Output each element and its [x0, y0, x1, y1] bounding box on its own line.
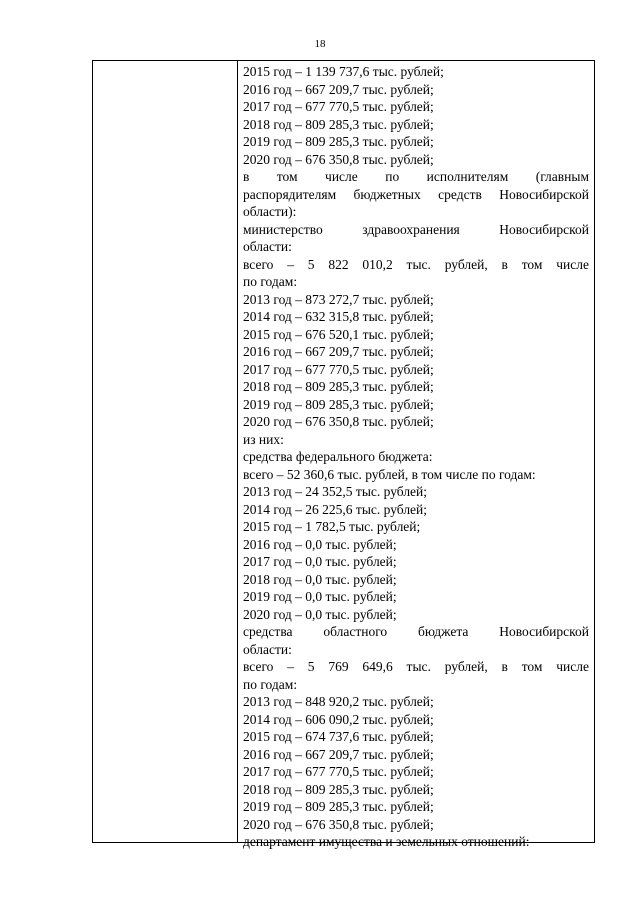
text-line: 2019 год – 809 285,3 тыс. рублей;: [243, 799, 434, 814]
text-line: области:: [243, 641, 292, 657]
text-line: всего – 52 360,6 тыс. рублей, в том числе по годам:: [243, 466, 536, 482]
text-line: 2018 год – 0,0 тыс. рублей;: [243, 571, 397, 587]
text-line: 2020 год – 0,0 тыс. рублей;: [243, 606, 397, 622]
text-line: 2014 год – 26 225,6 тыс. рублей;: [243, 501, 428, 517]
text-line: в том числе по исполнителям (главным: [243, 169, 589, 184]
text-line: 2018 год – 809 285,3 тыс. рублей;: [243, 781, 434, 797]
text-line: 2018 год – 809 285,3 тыс. рублей;: [243, 116, 434, 132]
text-line: 2015 год – 676 520,1 тыс. рублей;: [243, 326, 434, 342]
text-line: 2016 год – 667 209,7 тыс. рублей;: [243, 344, 434, 359]
text-line: 2016 год – 667 209,7 тыс. рублей;: [243, 81, 434, 97]
text-line: 2017 год – 0,0 тыс. рублей;: [243, 554, 397, 569]
text-line: 2016 год – 0,0 тыс. рублей;: [243, 536, 397, 552]
text-line: 2013 год – 873 272,7 тыс. рублей;: [243, 291, 434, 307]
text-line: 2015 год – 1 782,5 тыс. рублей;: [243, 519, 421, 534]
text-line: 2017 год – 677 770,5 тыс. рублей;: [243, 99, 434, 114]
text-line: области):: [243, 204, 297, 219]
text-line: распорядителям бюджетных средств Новосибирской: [243, 186, 589, 202]
funding-text-cell: [243, 63, 589, 851]
text-line: 2017 год – 677 770,5 тыс. рублей;: [243, 764, 434, 779]
text-line: 2013 год – 848 920,2 тыс. рублей;: [243, 694, 434, 709]
funding-table: [92, 60, 595, 849]
text-line: 2015 год – 1 139 737,6 тыс. рублей;: [243, 64, 444, 79]
text-line: 2017 год – 677 770,5 тыс. рублей;: [243, 361, 434, 377]
text-line: департамент имущества и земельных отношений:: [243, 834, 530, 849]
text-line: 2020 год – 676 350,8 тыс. рублей;: [243, 816, 434, 832]
page-number: 18: [314, 38, 326, 50]
text-line: 2013 год – 24 352,5 тыс. рублей;: [243, 484, 428, 499]
text-line: по годам:: [243, 676, 298, 692]
text-line: средства областного бюджета Новосибирской: [243, 624, 589, 639]
text-line: 2014 год – 606 090,2 тыс. рублей;: [243, 711, 434, 727]
text-line: 2019 год – 809 285,3 тыс. рублей;: [243, 396, 434, 412]
text-line: 2016 год – 667 209,7 тыс. рублей;: [243, 746, 434, 762]
text-line: всего – 5 769 649,6 тыс. рублей, в том числе: [243, 659, 589, 674]
text-line: средства федерального бюджета:: [243, 449, 433, 464]
text-line: области:: [243, 239, 292, 254]
text-line: 2020 год – 676 350,8 тыс. рублей;: [243, 414, 434, 429]
text-line: министерство здравоохранения Новосибирской: [243, 221, 589, 237]
text-line: 2019 год – 809 285,3 тыс. рублей;: [243, 134, 434, 149]
text-line: 2018 год – 809 285,3 тыс. рублей;: [243, 379, 434, 394]
column-divider: [237, 61, 238, 842]
text-line: 2015 год – 674 737,6 тыс. рублей;: [243, 729, 434, 744]
text-line: 2019 год – 0,0 тыс. рублей;: [243, 589, 397, 604]
text-line: 2020 год – 676 350,8 тыс. рублей;: [243, 151, 434, 167]
text-line: из них:: [243, 431, 284, 447]
text-line: всего – 5 822 010,2 тыс. рублей, в том числе: [243, 256, 589, 272]
text-line: 2014 год – 632 315,8 тыс. рублей;: [243, 309, 434, 324]
text-line: по годам:: [243, 274, 298, 289]
